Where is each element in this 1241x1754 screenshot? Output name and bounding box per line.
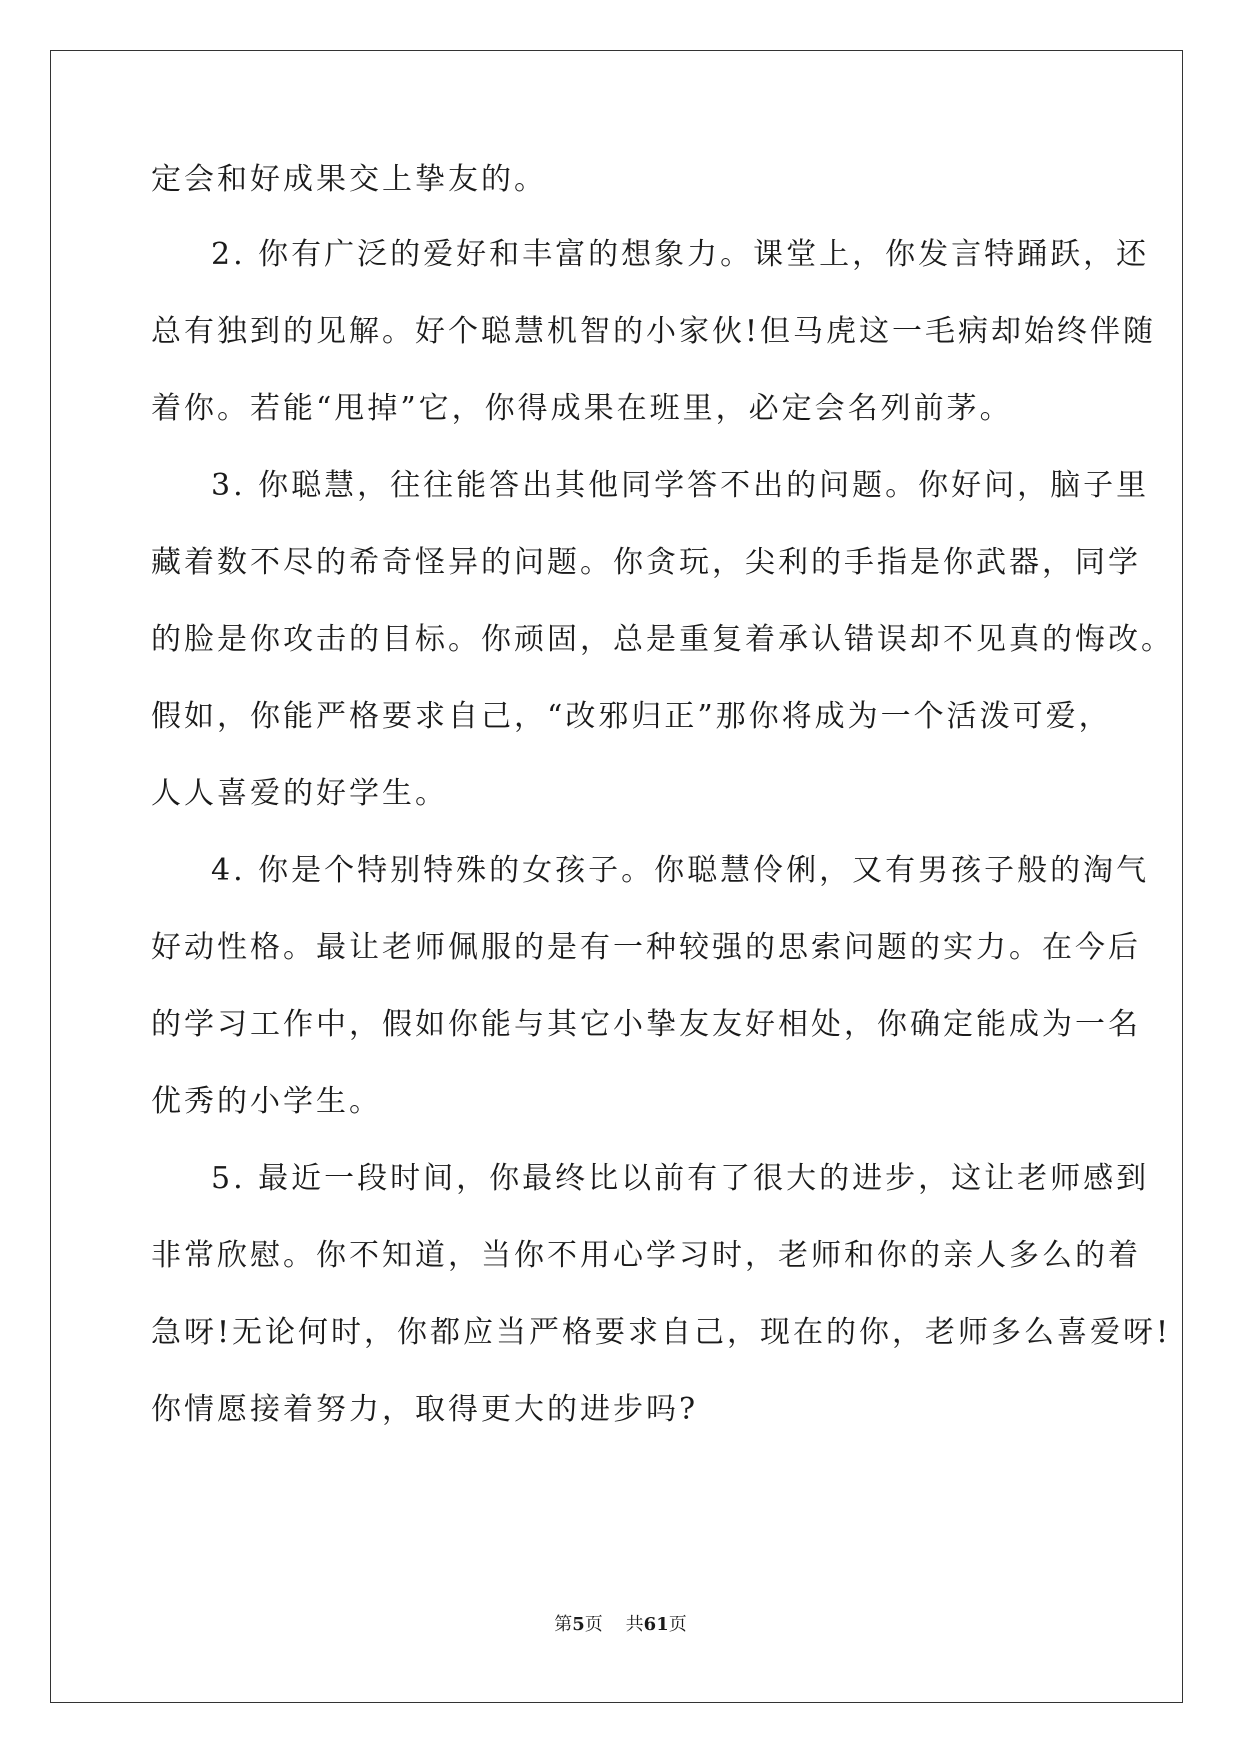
paragraph-line: 3. 你聪慧，往往能答出其他同学答不出的问题。你好问，脑子里 bbox=[211, 468, 1150, 503]
paragraph-line: 藏着数不尽的希奇怪异的问题。你贪玩，尖利的手指是你武器，同学 bbox=[151, 545, 1141, 580]
paragraph-line: 5. 最近一段时间，你最终比以前有了很大的进步，这让老师感到 bbox=[211, 1161, 1150, 1196]
total-label-suffix: 页 bbox=[668, 1614, 687, 1635]
page-footer bbox=[0, 1613, 1241, 1637]
page-label-suffix: 页 bbox=[584, 1614, 603, 1635]
paragraph-line: 非常欣慰。你不知道，当你不用心学习时，老师和你的亲人多么的着 bbox=[151, 1238, 1141, 1273]
paragraph-line: 着你。若能“甩掉”它，你得成果在班里，必定会名列前茅。 bbox=[151, 391, 1013, 426]
page-label-prefix: 第 bbox=[554, 1614, 573, 1635]
paragraph-line: 总有独到的见解。好个聪慧机智的小家伙!但马虎这一毛病却始终伴随 bbox=[151, 314, 1157, 349]
paragraph-line: 急呀!无论何时，你都应当严格要求自己，现在的你，老师多么喜爱呀! bbox=[151, 1315, 1172, 1350]
paragraph-line: 4. 你是个特别特殊的女孩子。你聪慧伶俐，又有男孩子般的淘气 bbox=[211, 853, 1150, 888]
paragraph-line: 的脸是你攻击的目标。你顽固，总是重复着承认错误却不见真的悔改。 bbox=[151, 622, 1174, 657]
paragraph-line: 假如，你能严格要求自己，“改邪归正”那你将成为一个活泼可爱， bbox=[151, 699, 1112, 734]
paragraph-line: 好动性格。最让老师佩服的是有一种较强的思索问题的实力。在今后 bbox=[151, 930, 1141, 965]
paragraph-line: 2. 你有广泛的爱好和丰富的想象力。课堂上，你发言特踊跃，还 bbox=[211, 237, 1150, 272]
paragraph-line: 优秀的小学生。 bbox=[151, 1084, 382, 1119]
total-pages: 61 bbox=[643, 1614, 669, 1635]
paragraph-line: 定会和好成果交上挚友的。 bbox=[151, 162, 547, 197]
total-label-prefix: 共 bbox=[625, 1614, 644, 1635]
paragraph-line: 你情愿接着努力，取得更大的进步吗? bbox=[151, 1392, 699, 1427]
page-number: 5 bbox=[572, 1614, 585, 1635]
paragraph-line: 人人喜爱的好学生。 bbox=[151, 776, 448, 811]
paragraph-line: 的学习工作中，假如你能与其它小挚友友好相处，你确定能成为一名 bbox=[151, 1007, 1141, 1042]
